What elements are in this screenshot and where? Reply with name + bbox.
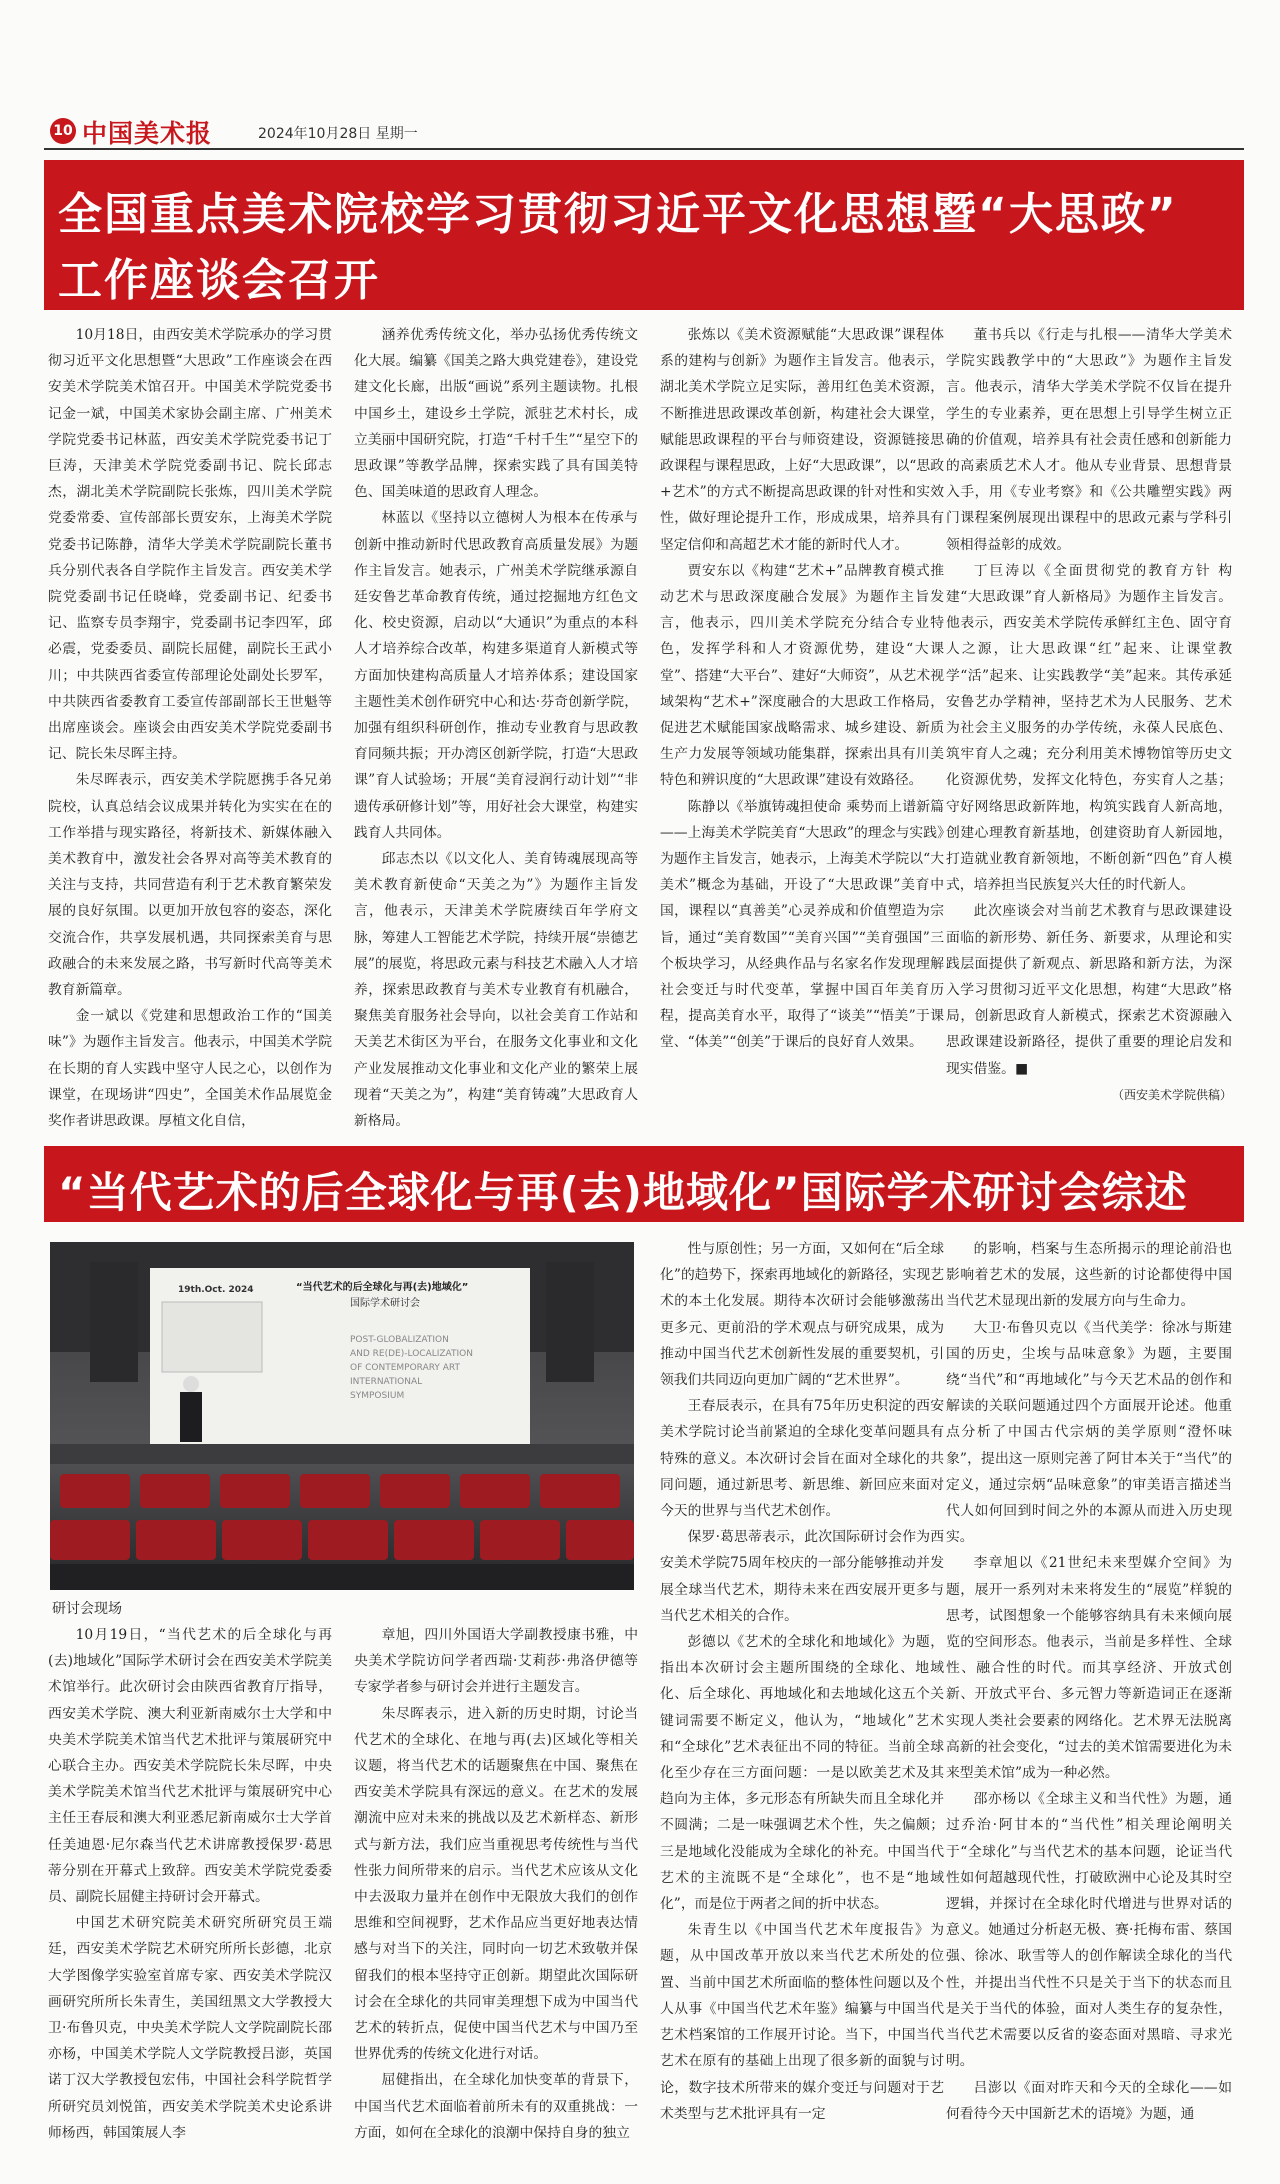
paragraph: 朱尽晖表示，西安美术学院愿携手各兄弟院校，认真总结会议成果并转化为实实在在的工作举措与现实路径，将新技术、新媒体融入美术教育中，激发社会各界对高等美术教育的关注与支持，共同营造有利于艺术教育繁荣发展的良好氛围。以更加开放包容的姿态，深化交流合作，共享发展机遇，共同探索美育与思政融合的未来发展之路，书写新时代高等美术教育新篇章。	[48, 772, 332, 999]
paragraph: 朱尽晖表示，进入新的历史时期，讨论当代艺术的全球化、在地与再(去)区域化等相关议题，将当代艺术的话题聚焦在中国、聚焦在西安美术学院具有深远的意义。在艺术的发展潮流中应对未来的挑战以及艺术新样态、新形式与新方法，我们应当重视思考传统性与当代性张力间所带来的启示。当代艺术应该从文化中去汲取力量并在创作中无限放大我们的创作思维和空间视野，艺术作品应当更好地表达情感与对当下的关注，同时向一切艺术致敬并保留我们的根本坚持守正创新。期望此次国际研讨会在全球化的共同审美理想下成为中国当代艺术的转折点，促使中国当代艺术与中国乃至世界优秀的传统文化进行对话。	[354, 1705, 638, 2063]
photo-caption: 研讨会现场	[52, 1601, 122, 1617]
article1-column-2	[354, 322, 638, 1134]
paragraph: 邱志杰以《以文化人、美育铸魂展现高等美术教育新使命“天美之为”》为题作主旨发言，他表示，天津美术学院赓续百年学府文脉，筹建人工智能艺术学院，持续开展“崇德艺展”的展览，将思政元素与科技艺术融入人才培养，探索思政教育与美术专业教育有机融合，聚焦美育服务社会导向，以社会美育工作站和天美艺术街区为平台，在服务文化事业和文化产业发展推动文化事业和文化产业的繁荣上展现着“天美之为”，构建“美育铸魂”大思政育人新格局。	[354, 851, 638, 1130]
paragraph: 彭德以《艺术的全球化和地域化》为题，指出本次研讨会主题所围绕的全球化、地域化、后全球化、再地域化和去地域化这五个关键词需要不断定义，他认为，“地域化”艺术和“全球化”艺术表征出不同的特征。当前全球化至少存在三方面问题：一是以欧美艺术及其趋向为主体，多元形态有所缺失而且全球化并不圆满；二是一味强调艺术个性，失之偏颇；三是地域化没能成为全球化的补充。中国当代艺术的主流既不是“全球化”，也不是“地域化”，而是位于两者之间的折中状态。	[660, 1634, 944, 1913]
article2-column-1	[48, 1622, 332, 2146]
slide-date: 19th.Oct. 2024	[178, 1285, 254, 1295]
page-number: 10	[50, 118, 76, 144]
article2-column-4	[946, 1236, 1232, 2127]
paragraph: 丁巨涛以《全面贯彻党的教育方针 构建“大思政课”育人新格局》为题作主旨发言。他表示，西安美术学院传承鲜红主色、固守育人之源，让大思政课“红”起来、让课堂教学“活”起来、让实践教学“美”起来。其传承延安鲁艺办学精神，坚持艺术为人民服务、艺术为社会主义服务的办学传统，永葆人民底色、筑牢育人之魂；充分利用美术博物馆等历史文化资源优势，发挥文化特色，夯实育人之基；守好网络思政新阵地，构筑实践育人新高地，创建心理教育新基地，创建资助育人新园地，打造就业教育新领地，不断创新“四色”育人模式，培养担当民族复兴大任的时代新人。	[946, 562, 1232, 894]
slide-en-1: POST-GLOBALIZATION	[350, 1335, 449, 1345]
masthead	[44, 114, 1264, 148]
paragraph: 性与原创性；另一方面，又如何在“后全球化”的趋势下，探索再地域化的新路径，实现艺术的本土化发展。期待本次研讨会能够激荡出更多元、更前沿的学术观点与研究成果，成为推动中国当代艺术创新性发展的重要契机，引领我们共同迈向更加广阔的“艺术世界”。	[660, 1241, 944, 1389]
article1-column-4	[946, 322, 1232, 1108]
article1-column-3	[660, 322, 944, 1056]
article2-column-3	[660, 1236, 944, 2127]
paragraph: 的影响，档案与生态所揭示的理论前沿也影响着艺术的发展，这些新的讨论都使得中国当代艺术显现出新的发展方向与生命力。	[946, 1241, 1232, 1310]
paragraph: 邵亦杨以《全球主义和当代性》为题，通过乔治·阿甘本的“当代性”相关理论阐明关于“全球化”与当代艺术的基本问题，论证当代性如何超越现代性，打破欧洲中心论及其时空逻辑，并探讨在全球化时代增进与世界对话的意义。她通过分析赵无极、赛·托梅布雷、蔡国强、徐冰、耿雪等人的创作解读全球化的当代性，并提出当代性不只是关于当下的状态而且是关于当代的体验，面对人类生存的复杂性，当代艺术需要以反省的姿态面对黑暗、寻求光明。	[946, 1791, 1232, 2070]
slide-title: “当代艺术的后全球化与再(去)地域化”	[296, 1282, 469, 1293]
masthead-rule	[44, 148, 1244, 150]
paragraph: 大卫·布鲁贝克以《当代美学：徐冰与斯建国的历史，尘埃与品味意象》为题，主要围绕“当代”和“再地域化”与今天艺术品的创作和解读的关联问题通过四个方面展开论述。他重点分析了中国古代宗炳的美学原则“澄怀味象”，提出这一原则完善了阿甘本关于“当代”的定义，通过宗炳“品味意象”的审美语言描述当代人如何回到时间之外的本源从而进入历史现实。	[946, 1319, 1232, 1546]
paragraph: 此次座谈会对当前艺术教育与思政课建设面临的新形势、新任务、新要求，从理论和实践层面提供了新观点、新思路和新方法，为深入学习贯彻习近平文化思想，构建“大思政”格局，创新思政育人新模式，探索艺术资源融入思政课建设新路径，提供了重要的理论启发和现实借鉴。■	[946, 903, 1232, 1077]
paragraph: 中国艺术研究院美术研究所研究员王端廷，西安美术学院艺术研究所所长彭德，北京大学图像学实验室首席专家、西安美术学院汉画研究所所长朱青生，美国纽黑文大学教授大卫·布鲁贝克，中央美术学院人文学院副院长邵亦杨，中国美术学院人文学院教授吕澎，英国诺丁汉大学教授包宏伟，中国社会科学院哲学所研究员刘悦笛，西安美术学院美术史论系讲师杨西，韩国策展人李	[48, 1915, 332, 2141]
article1-title-line2: 工作座谈会召开	[58, 255, 380, 306]
paragraph: 朱青生以《中国当代艺术年度报告》为题，从中国改革开放以来当代艺术所处的位置、当前中国艺术所面临的整体性问题以及个人从事《中国当代艺术年鉴》编纂与中国当代艺术档案馆的工作展开讨论。当下，中国当代艺术在原有的基础上出现了很多新的面貌与讨论，数字技术所带来的媒介变迁与问题对于艺术类型与艺术批评具有一定	[660, 1922, 944, 2122]
paragraph: 陈静以《举旗铸魂担使命 乘势而上谱新篇——上海美术学院美育“大思政”的理念与实践》为题作主旨发言，她表示，上海美术学院以“大美术”概念为基础，开设了“大思政课”美育中国，课程以“真善美”心灵养成和价值塑造为宗旨，通过“美育数国”“美育兴国”“美育强国”三个板块学习，从经典作品与名家名作发现理解社会变迁与时代变革，掌握中国百年美育历程，提高美育水平，取得了“谈美”“悟美”于课堂、“体美”“创美”于课后的良好育人效果。	[660, 798, 944, 1051]
slide-subtitle: 国际学术研讨会	[350, 1298, 420, 1309]
article1-title-banner	[44, 160, 1244, 310]
article2-column-2	[354, 1622, 638, 2146]
symposium-photo	[50, 1242, 634, 1590]
paragraph: 贾安东以《构建“艺术+”品牌教育模式推动艺术与思政深度融合发展》为题作主旨发言，他表示，四川美术学院充分结合专业特色，发挥学科和人才资源优势，建设“大课堂”、搭建“大平台”、建好“大师资”，从艺术视域架构“艺术+”深度融合的大思政工作格局，促进艺术赋能国家战略需求、城乡建设、新质生产力发展等领域功能集群，探索出具有川美特色和辨识度的“大思政课”建设有效路径。	[660, 562, 944, 789]
article2-title-banner	[44, 1146, 1244, 1222]
slide-en-5: SYMPOSIUM	[350, 1391, 405, 1401]
symposium-scene	[50, 1242, 634, 1590]
article1-column-1	[48, 322, 332, 1134]
slide-en-2: AND RE(DE)-LOCALIZATION	[350, 1349, 473, 1359]
article1-title-line1: 全国重点美术院校学习贯彻习近平文化思想暨“大思政”	[58, 189, 1178, 240]
paragraph: 董书兵以《行走与扎根——清华大学美术学院实践教学中的“大思政”》为题作主旨发言。他表示，清华大学美术学院不仅旨在提升学生的专业素养，更在思想上引导学生树立正确的价值观，培养具有社会责任感和创新能力的高素质艺术人才。他从专业背景、思想背景入手，用《专业考察》和《公共雕塑实践》两门课程案例展现出课程中的思政元素与学科引领相得益彰的成效。	[946, 327, 1232, 553]
paragraph: 屈健指出，在全球化加快变革的背景下，中国当代艺术面临着前所未有的双重挑战：一方面，如何在全球化的浪潮中保持自身的独立	[354, 2072, 638, 2141]
article2-title: “当代艺术的后全球化与再(去)地域化”国际学术研讨会综述	[58, 1168, 1188, 1217]
paragraph: 王春辰表示，在具有75年历史积淀的西安美术学院讨论当前紧迫的全球化变革问题具有特殊的意义。本次研讨会旨在面对全球化的共同问题，通过新思考、新思维、新回应来面对今天的世界与当代艺术创作。	[660, 1398, 944, 1520]
paragraph: 张炼以《美术资源赋能“大思政课”课程体系的建构与创新》为题作主旨发言。他表示，湖北美术学院立足实际，善用红色美术资源，不断推进思政课改革创新，构建社会大课堂，赋能思政课程的平台与师资建设，资源链接思政课程与课程思政，上好“大思政课”，以“思政+艺术”的方式不断提高思政课的针对性和实效性，做好理论提升工作，形成成果，培养具有坚定信仰和高超艺术才能的新时代人才。	[660, 327, 944, 553]
paper-name: 中国美术报	[82, 119, 213, 148]
issue-date: 2024年10月28日 星期一	[258, 126, 418, 142]
slide-en-4: INTERNATIONAL	[350, 1377, 423, 1387]
paragraph: 章旭，四川外国语大学副教授康书雅，中央美术学院访问学者西瑞·艾莉莎·弗洛伊德等专家学者参与研讨会并进行主题发言。	[354, 1627, 638, 1696]
paragraph: 10月18日，由西安美术学院承办的学习贯彻习近平文化思想暨“大思政”工作座谈会在西安美术学院美术馆召开。中国美术学院党委书记金一斌，中国美术家协会副主席、广州美术学院党委书记林蓝，西安美术学院党委书记丁巨涛，天津美术学院党委副书记、院长邱志杰，湖北美术学院副院长张炼，四川美术学院党委常委、宣传部部长贾安东，上海美术学院党委书记陈静，清华大学美术学院副院长董书兵分别代表各自学院作主旨发言。西安美术学院党委副书记任晓峰，党委副书记、纪委书记、监察专员李翔宇，党委副书记李四军，邱必震，党委委员、副院长屈健，副院长王武小川；中共陕西省委宣传部理论处副处长罗军，中共陕西省委教育工委宣传部副部长王世魁等出席座谈会。座谈会由西安美术学院党委副书记、院长朱尽晖主持。	[48, 327, 332, 763]
paragraph: 林蓝以《坚持以立德树人为根本在传承与创新中推动新时代思政教育高质量发展》为题作主旨发言。她表示，广州美术学院继承源自廷安鲁艺革命教育传统，通过挖掘地方红色文化、校史资源，启动以“大通识”为重点的本科人才培养综合改革，构建多渠道育人新模式等方面加快建构高质量人才培养体系；建设国家主题性美术创作研究中心和达·芬奇创新学院，加强有组织科研创作，推动专业教育与思政教育同频共振；开办湾区创新学院，打造“大思政课”育人试验场；开展“美育浸润行动计划”“非遗传承研修计划”等，用好社会大课堂，构建实践育人共同体。	[354, 510, 638, 841]
paragraph: 涵养优秀传统文化，举办弘扬优秀传统文化大展。编纂《国美之路大典党建卷》，建设党建文化长廊，出版“画说”系列主题读物。扎根中国乡土，建设乡土学院，派驻艺术村长，成立美丽中国研究院，打造“千村千生”“星空下的思政课”等教学品牌，探索实践了具有国美特色、国美味道的思政育人理念。	[354, 327, 638, 501]
paragraph: 李章旭以《21世纪未来型媒介空间》为题，展开一系列对未来将发生的“展览”样貌的思考，试图想象一个能够容纳具有未来倾向展览的空间形态。他表示，当前是多样性、全球性、融合性的时代。而其享经济、开放式创新、开放式平台、多元智力等新造词正在逐渐实现人类社会要素的网络化。艺术界无法脱离高新的社会变化，“过去的美术馆需要进化为未来型美术馆”成为一种必然。	[946, 1555, 1232, 1782]
slide-en-3: OF CONTEMPORARY ART	[350, 1363, 461, 1373]
paragraph: 保罗·葛思蒂表示，此次国际研讨会作为西安美术学院75周年校庆的一部分能够推动并发展全球当代艺术，期待未来在西安展开更多与当代艺术相关的合作。	[660, 1529, 944, 1624]
paragraph: 10月19日，“当代艺术的后全球化与再(去)地域化”国际学术研讨会在西安美术学院美术馆举行。此次研讨会由陕西省教育厅指导，西安美术学院、澳大利亚新南威尔士大学和中央美术学院美术馆当代艺术批评与策展研究中心联合主办。西安美术学院院长朱尽晖，中央美术学院美术馆当代艺术批评与策展研究中心主任王春辰和澳大利亚悉尼新南威尔士大学首任美迪恩·尼尔森当代艺术讲席教授保罗·葛思蒂分别在开幕式上致辞。西安美术学院党委委员、副院长屈健主持研讨会开幕式。	[48, 1627, 332, 1906]
paragraph: 吕澎以《面对昨天和今天的全球化——如何看待今天中国新艺术的语境》为题，通	[946, 2079, 1232, 2122]
article1-source: （西安美术学院供稿）	[1111, 1087, 1232, 1102]
paragraph: 金一斌以《党建和思想政治工作的“国美味”》为题作主旨发言。他表示，中国美术学院在长期的育人实践中坚守人民之心，以创作为课堂，在现场讲“四史”，全国美术作品展览金奖作者讲思政课。厚植文化自信，	[48, 1008, 332, 1130]
